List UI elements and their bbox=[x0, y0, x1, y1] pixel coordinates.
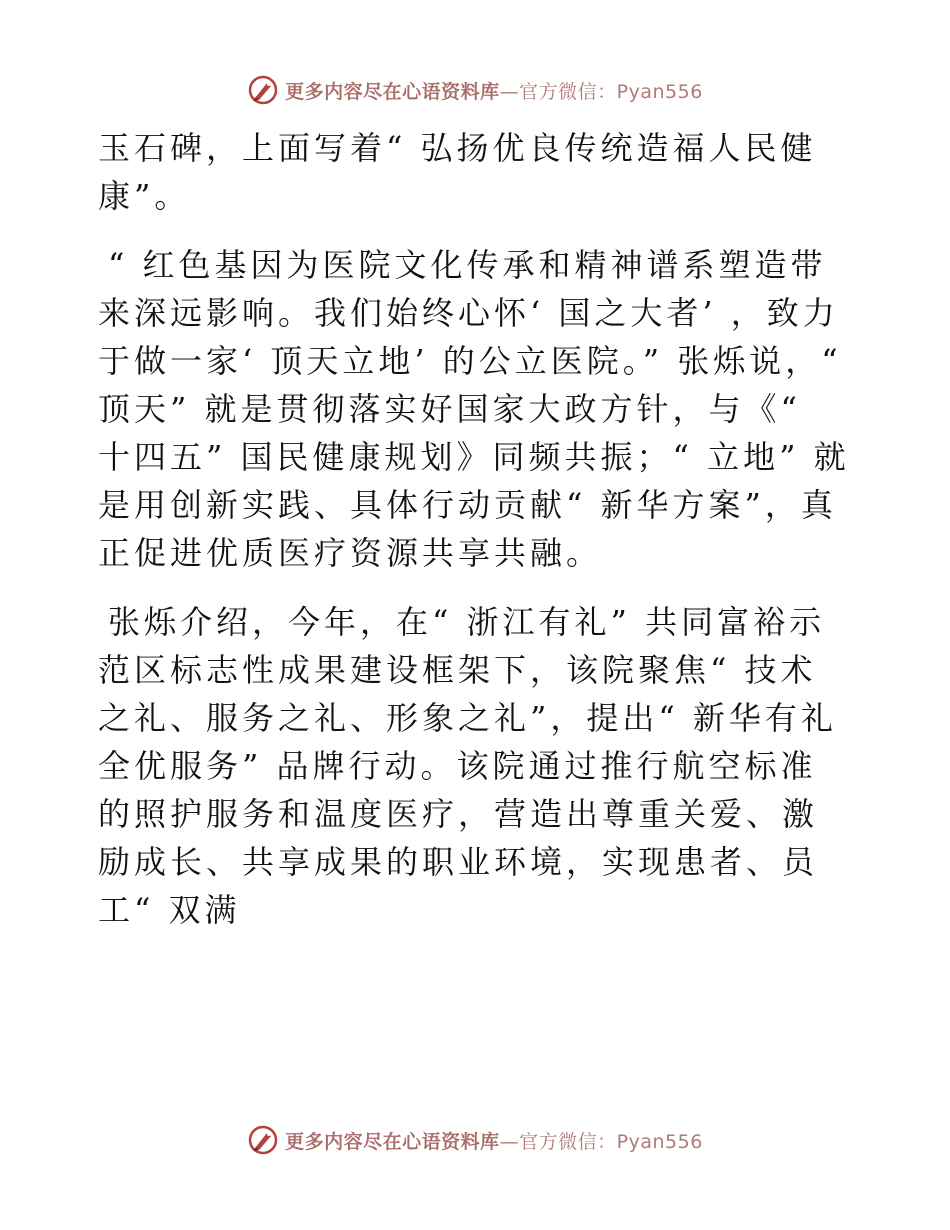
header-banner-contact: 官方微信：Pyan556 bbox=[519, 80, 703, 103]
paragraph-2: “ 红色基因为医院文化传承和精神谱系塑造带来深远影响。我们始终心怀‘ 国之大者’ ，致力于做一家‘ 顶天立地’ 的公立医院。” 张烁说，“ 顶天” 就是贯彻落实好国家大政方针，与《“ 十四五” 国民健康规划》同频共振；“ 立地” 就是用创新实践、具体行动贡献“ 新华方案”，真正促进优质医疗资源共享共融。 bbox=[98, 246, 850, 572]
header-banner-separator: — bbox=[499, 80, 520, 103]
document-body bbox=[98, 124, 850, 955]
footer-banner-main: 更多内容尽在心语资料库 bbox=[285, 1130, 500, 1153]
pen-circle-logo-icon bbox=[247, 1124, 279, 1156]
header-banner-main: 更多内容尽在心语资料库 bbox=[285, 80, 500, 103]
pen-circle-logo-icon bbox=[247, 74, 279, 106]
paragraph-1: 玉石碑，上面写着“ 弘扬优良传统造福人民健康”。 bbox=[98, 129, 817, 215]
footer-banner-contact: 官方微信：Pyan556 bbox=[519, 1130, 703, 1153]
page-footer-banner bbox=[0, 1122, 950, 1158]
footer-banner-separator: — bbox=[499, 1130, 520, 1153]
header-banner-text bbox=[285, 77, 703, 104]
paragraph-3: 张烁介绍，今年，在“ 浙江有礼” 共同富裕示范区标志性成果建设框架下，该院聚焦“ 技术之礼、服务之礼、形象之礼”，提出“ 新华有礼全优服务” 品牌行动。该院通过推行航空标准的照护服务和温度医疗，营造出尊重关爱、激励成长、共享成果的职业环境，实现患者、员工“ 双满 bbox=[98, 603, 837, 929]
footer-banner-text bbox=[285, 1127, 703, 1154]
page-header-banner bbox=[0, 72, 950, 108]
